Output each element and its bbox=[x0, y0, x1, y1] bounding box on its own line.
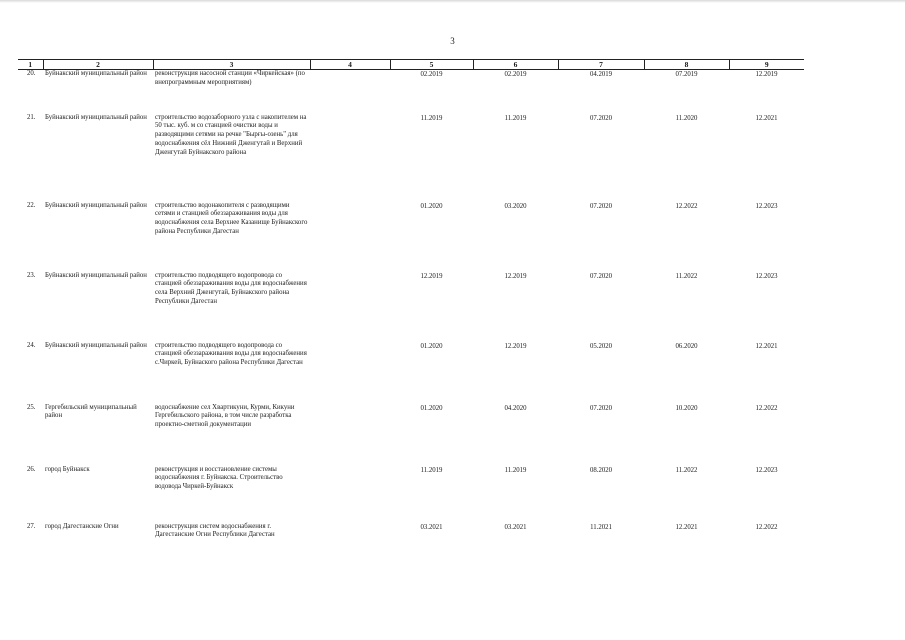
column-4-cell bbox=[310, 404, 390, 466]
projects-table bbox=[18, 59, 804, 563]
municipality-name: город Дагестанские Огни bbox=[45, 522, 119, 530]
date-col-8: 11.2022 bbox=[675, 272, 698, 280]
date-col-5: 11.2019 bbox=[420, 466, 443, 474]
date-col-8: 12.2021 bbox=[675, 523, 698, 531]
municipality-name: Буйнакский муниципальный район bbox=[45, 113, 147, 121]
column-4-cell bbox=[310, 114, 390, 202]
date-col-9: 12.2022 bbox=[755, 523, 778, 531]
table-row bbox=[18, 70, 804, 114]
column-number-row bbox=[18, 60, 804, 70]
municipality-name: город Буйнакск bbox=[45, 465, 90, 473]
column-header: 5 bbox=[390, 60, 473, 70]
date-col-8: 11.2020 bbox=[675, 114, 698, 122]
date-col-8: 07.2019 bbox=[675, 71, 698, 78]
column-4-cell bbox=[310, 70, 390, 114]
row-number: 25. bbox=[27, 403, 36, 411]
date-col-5: 03.2021 bbox=[420, 523, 443, 531]
object-description: строительство водонакопителя с разводящими сетями и станцией обеззараживания воды для водоснабжения села Верхнее Казанище Буйнакского района Республики Дагестан bbox=[155, 201, 308, 236]
date-col-7: 07.2020 bbox=[589, 404, 613, 412]
table-row bbox=[18, 466, 804, 523]
column-header: 6 bbox=[473, 60, 558, 70]
date-col-5: 01.2020 bbox=[420, 342, 443, 350]
date-col-6: 03.2020 bbox=[504, 202, 527, 210]
date-col-5: 01.2020 bbox=[420, 404, 443, 412]
row-number: 26. bbox=[27, 465, 36, 473]
date-col-8: 11.2022 bbox=[675, 466, 698, 474]
date-col-6: 12.2019 bbox=[504, 272, 527, 280]
date-col-9: 12.2022 bbox=[755, 404, 778, 412]
date-col-7: 04.2019 bbox=[589, 71, 613, 78]
column-4-cell bbox=[310, 342, 390, 404]
date-col-6: 12.2019 bbox=[504, 342, 527, 350]
table-row bbox=[18, 523, 804, 563]
municipality-name: Буйнакский муниципальный район bbox=[45, 341, 147, 349]
date-col-7: 07.2020 bbox=[589, 114, 613, 122]
table-row bbox=[18, 342, 804, 404]
column-header: 4 bbox=[310, 60, 390, 70]
object-description: реконструкция и восстановление системы водоснабжения г. Буйнакска. Строительство водовода Чиркей-Буйнакск bbox=[155, 465, 283, 491]
column-4-cell bbox=[310, 523, 390, 563]
scan-edge-top bbox=[0, 0, 905, 3]
date-col-9: 12.2021 bbox=[755, 114, 778, 122]
row-number: 23. bbox=[27, 271, 36, 279]
row-number: 22. bbox=[27, 201, 36, 209]
table-row bbox=[18, 114, 804, 202]
object-description: строительство подводящего водопровода со станцией обеззараживания воды для водоснабжения села Верхний Дженгутай, Буйнакского района Республики Дагестан bbox=[155, 271, 307, 306]
date-col-9: 12.2021 bbox=[755, 342, 778, 350]
municipality-name: Буйнакский муниципальный район bbox=[45, 70, 147, 77]
column-header: 8 bbox=[644, 60, 729, 70]
municipality-name: Буйнакский муниципальный район bbox=[45, 271, 147, 279]
date-col-6: 04.2020 bbox=[504, 404, 527, 412]
object-description: реконструкция насосной станции «Чиркейская» (по внепрограммным мероприятиям) bbox=[155, 70, 305, 86]
date-col-5: 02.2019 bbox=[420, 71, 443, 78]
row-number: 21. bbox=[27, 113, 36, 121]
date-col-7: 07.2020 bbox=[589, 272, 613, 280]
municipality-name: Буйнакский муниципальный район bbox=[45, 201, 147, 209]
date-col-6: 02.2019 bbox=[504, 71, 527, 78]
table-row bbox=[18, 272, 804, 342]
date-col-6: 11.2019 bbox=[504, 466, 527, 474]
row-number: 24. bbox=[27, 341, 36, 349]
date-col-5: 01.2020 bbox=[420, 202, 443, 210]
date-col-6: 11.2019 bbox=[504, 114, 527, 122]
date-col-7: 05.2020 bbox=[589, 342, 613, 350]
municipality-name: Гергебильский муниципальный район bbox=[45, 403, 137, 420]
column-header: 2 bbox=[43, 60, 153, 70]
date-col-7: 07.2020 bbox=[589, 202, 613, 210]
object-description: водоснабжение сел Хвартикуни, Курми, Кикуни Гергебильского района, в том числе разработка проектно-сметной документации bbox=[155, 403, 295, 429]
column-header: 3 bbox=[153, 60, 310, 70]
date-col-8: 06.2020 bbox=[675, 342, 698, 350]
column-header: 9 bbox=[729, 60, 804, 70]
date-col-7: 11.2021 bbox=[590, 523, 612, 531]
date-col-5: 11.2019 bbox=[420, 114, 443, 122]
table-row bbox=[18, 404, 804, 466]
date-col-5: 12.2019 bbox=[420, 272, 443, 280]
column-4-cell bbox=[310, 272, 390, 342]
date-col-7: 08.2020 bbox=[589, 466, 613, 474]
object-description: строительство подводящего водопровода со станцией обеззараживания воды для водоснабжения с.Чиркей, Буйнаского района Республики Дагестан bbox=[155, 341, 307, 367]
date-col-8: 12.2022 bbox=[675, 202, 698, 210]
table-row bbox=[18, 202, 804, 272]
date-col-8: 10.2020 bbox=[675, 404, 698, 412]
column-4-cell bbox=[310, 202, 390, 272]
date-col-6: 03.2021 bbox=[504, 523, 527, 531]
column-header: 1 bbox=[18, 60, 43, 70]
date-col-9: 12.2019 bbox=[755, 71, 778, 78]
column-4-cell bbox=[310, 466, 390, 523]
date-col-9: 12.2023 bbox=[755, 272, 778, 280]
object-description: строительство водозаборного узла с накопителем на 50 тыс. куб. м со станцией очистки воды и разводящими сетями на речке "Бырғы-озень" для водоснабжения сёл Нижний Дженгутай и Верхний Дженгутай Буйнакского района bbox=[155, 113, 307, 157]
row-number: 20. bbox=[27, 70, 36, 77]
row-number: 27. bbox=[27, 522, 36, 530]
date-col-9: 12.2023 bbox=[755, 466, 778, 474]
object-description: реконструкция систем водоснабжения г. Дагестанские Огни Республики Дагестан bbox=[155, 522, 275, 539]
date-col-9: 12.2023 bbox=[755, 202, 778, 210]
page-number: 3 bbox=[450, 36, 455, 46]
column-header: 7 bbox=[558, 60, 644, 70]
